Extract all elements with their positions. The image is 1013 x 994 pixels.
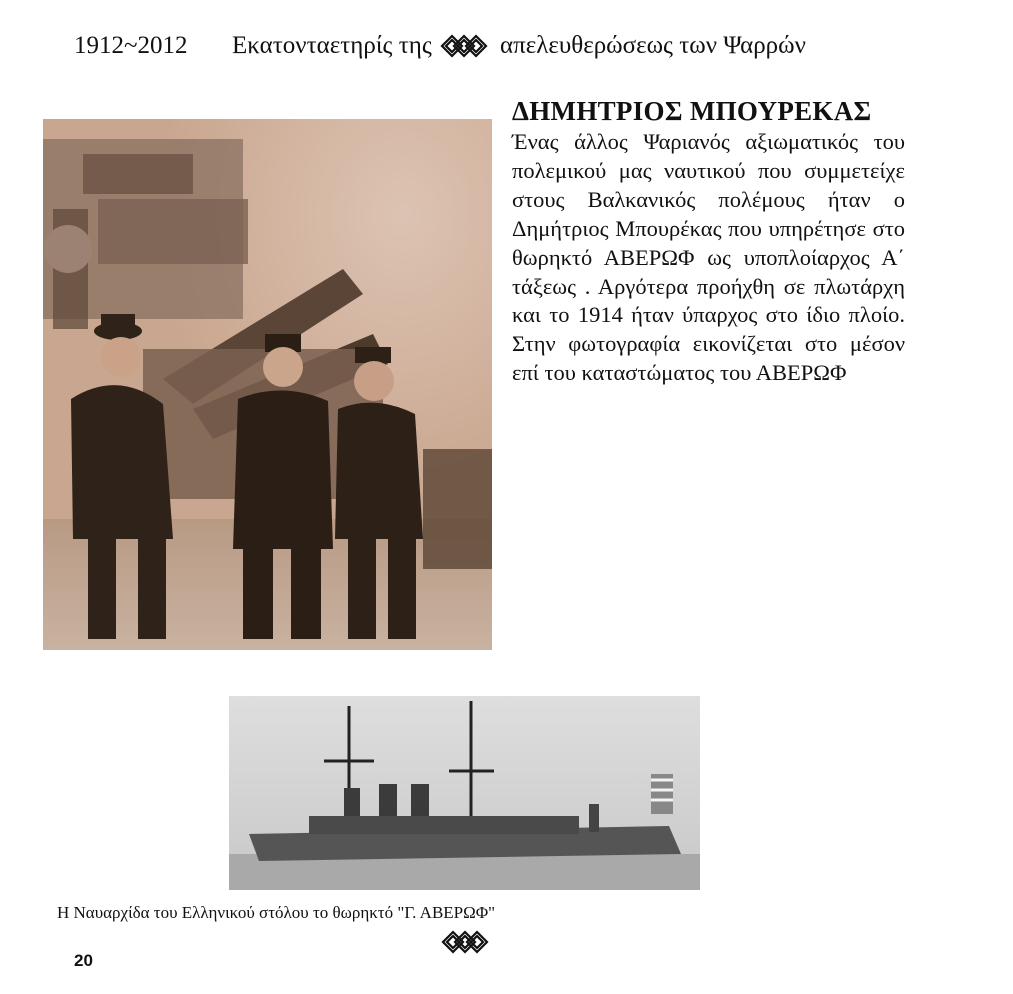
article-title: ΔΗΜΗΤΡΙΟΣ ΜΠΟΥΡΕΚΑΣ xyxy=(512,96,872,126)
header-years: 1912~2012 xyxy=(74,32,188,59)
battleship-photo xyxy=(229,696,700,890)
header-title-part2: απελευθερώσεως των Ψαρρών xyxy=(500,32,806,59)
officers-on-deck-photo xyxy=(43,119,492,650)
photo-caption: Η Ναυαρχίδα του Ελληνικού στόλου το θωρηκτό "Γ. ΑΒΕΡΩΦ" xyxy=(57,903,496,922)
interlocking-diamonds-icon xyxy=(440,34,488,58)
page-number: 20 xyxy=(74,951,93,970)
interlocking-diamonds-icon xyxy=(441,930,489,954)
header-title-part1: Εκατονταετηρίς της xyxy=(232,32,432,59)
article-body: Ένας άλλος Ψαριανός αξιωματικός του πολεμικού μας ναυτικού που συμμετείχε στους Βαλκανικός πολέμους ήταν ο Δημήτριος Μπουρέκας που υπηρέτησε στο θωρηκτό ΑΒΕΡΩΦ ως υποπλοίαρχος Α΄ τάξεως . Αργότερα προήχθη σε πλωτάρχη και το 1914 ήταν ύπαρχος στο ίδιο πλοίο. Στην φωτογραφία εικονίζεται στο μέσον επί του καταστώματος του ΑΒΕΡΩΦ xyxy=(512,129,905,386)
